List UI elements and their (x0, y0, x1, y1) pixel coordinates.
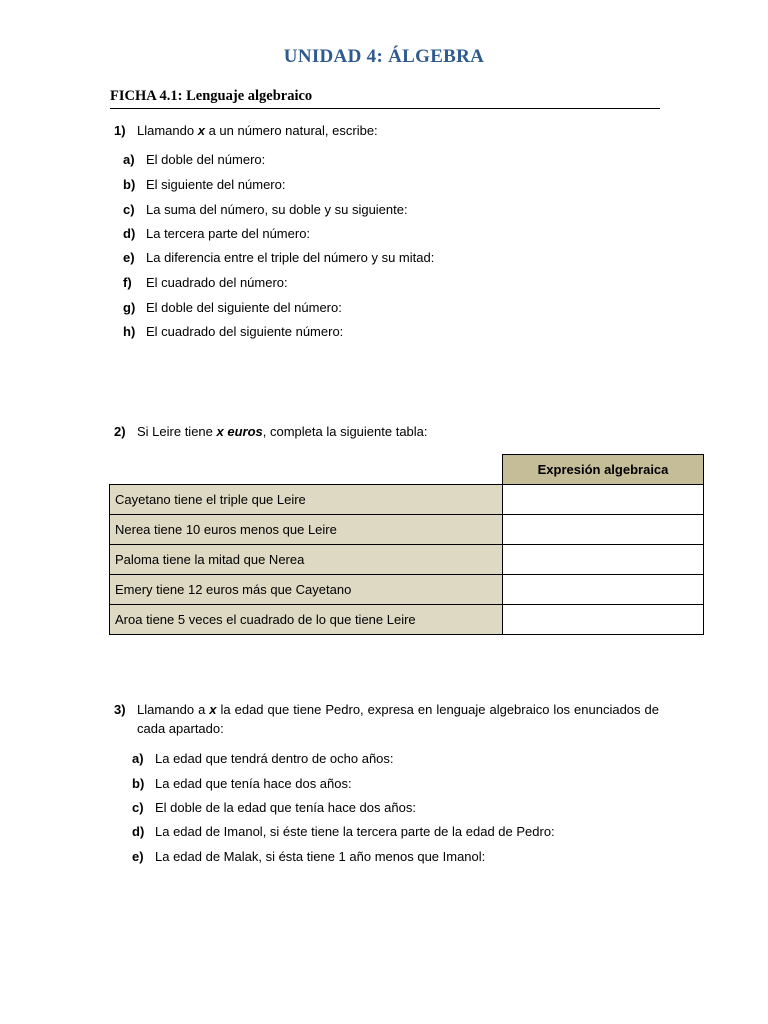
row-label: Cayetano tiene el triple que Leire (110, 485, 503, 515)
question-text-end: la edad que tiene Pedro, expresa en lenguaje algebraico los enunciados de cada apartado: (137, 702, 659, 736)
list-item (123, 202, 408, 218)
question-text-start: Llamando a (137, 702, 210, 717)
item-letter: a) (123, 152, 135, 167)
list-item (132, 849, 485, 865)
item-letter: h) (123, 324, 136, 339)
item-text: El cuadrado del número: (146, 275, 288, 290)
list-item (132, 824, 555, 840)
item-letter: f) (123, 275, 132, 290)
item-text: El doble del número: (146, 152, 266, 167)
row-label: Emery tiene 12 euros más que Cayetano (110, 575, 503, 605)
question-number: 3) (114, 702, 126, 717)
question-text-end: a un número natural, escribe: (204, 123, 378, 138)
table-row (110, 515, 704, 545)
table-row (110, 545, 704, 575)
item-text: El doble de la edad que tenía hace dos años: (155, 800, 416, 815)
table-header-row (110, 455, 704, 485)
row-label: Aroa tiene 5 veces el cuadrado de lo que tiene Leire (110, 605, 503, 635)
worksheet-heading: FICHA 4.1: Lenguaje algebraico (110, 88, 660, 109)
question-text (137, 700, 659, 738)
item-letter: a) (132, 751, 144, 766)
question-number: 2) (114, 424, 126, 439)
item-letter: d) (123, 226, 136, 241)
answer-cell[interactable] (503, 575, 704, 605)
item-text: La diferencia entre el triple del número y su mitad: (146, 250, 435, 265)
item-letter: c) (132, 800, 144, 815)
question-text-start: Si Leire tiene (137, 424, 217, 439)
answer-cell[interactable] (503, 545, 704, 575)
list-item (123, 324, 343, 340)
item-letter: c) (123, 202, 135, 217)
table-header-expression: Expresión algebraica (503, 455, 704, 485)
row-label: Paloma tiene la mitad que Nerea (110, 545, 503, 575)
list-item (123, 250, 434, 266)
item-text: La suma del número, su doble y su siguiente: (146, 202, 408, 217)
table-row (110, 605, 704, 635)
answer-cell[interactable] (503, 515, 704, 545)
answer-cell[interactable] (503, 605, 704, 635)
item-text: El siguiente del número: (146, 177, 286, 192)
question-number: 1) (114, 123, 126, 138)
variable: x euros (216, 424, 263, 439)
item-letter: d) (132, 824, 145, 839)
list-item (123, 226, 310, 242)
list-item (123, 177, 285, 193)
variable: x (197, 123, 205, 138)
item-letter: b) (123, 177, 136, 192)
list-item (132, 800, 416, 816)
item-text: La edad que tendrá dentro de ocho años: (155, 751, 394, 766)
table-row (110, 485, 704, 515)
item-letter: b) (132, 776, 145, 791)
list-item (123, 275, 288, 291)
list-item (123, 152, 265, 168)
variable: x (209, 702, 217, 717)
question-3 (114, 700, 659, 738)
question-1 (114, 121, 378, 140)
table-header-empty (110, 455, 503, 485)
question-text-start: Llamando (137, 123, 198, 138)
item-letter: e) (132, 849, 144, 864)
question-2 (114, 422, 428, 441)
item-text: La edad de Imanol, si éste tiene la tercera parte de la edad de Pedro: (155, 824, 555, 839)
item-text: El doble del siguiente del número: (146, 300, 342, 315)
item-text: El cuadrado del siguiente número: (146, 324, 344, 339)
item-letter: e) (123, 250, 135, 265)
table-row (110, 575, 704, 605)
item-text: La edad de Malak, si ésta tiene 1 año menos que Imanol: (155, 849, 486, 864)
expression-table (109, 454, 704, 635)
row-label: Nerea tiene 10 euros menos que Leire (110, 515, 503, 545)
list-item (132, 776, 352, 792)
question-text-end: , completa la siguiente tabla: (262, 424, 428, 439)
list-item (123, 300, 342, 316)
page-title: UNIDAD 4: ÁLGEBRA (283, 46, 485, 67)
item-text: La edad que tenía hace dos años: (155, 776, 352, 791)
answer-cell[interactable] (503, 485, 704, 515)
item-text: La tercera parte del número: (146, 226, 311, 241)
item-letter: g) (123, 300, 136, 315)
list-item (132, 751, 394, 767)
